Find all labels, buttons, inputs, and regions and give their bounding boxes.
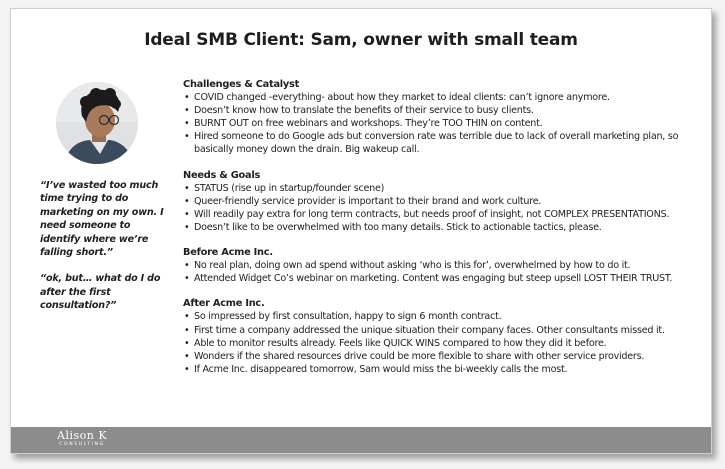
list-item: • COVID changed -everything- about how they market to ideal clients: can’t ignore anymore. [183,91,703,104]
brand-logo [57,430,107,448]
section-heading: Challenges & Catalyst [183,79,300,90]
list-item: • Will readily pay extra for long term contracts, but needs proof of insight, not COMPLEX PRESENTATIONS. [183,208,703,221]
list-item: • First time a company addressed the unique situation their company faces. Other consultants missed it. [183,324,703,337]
avatar [56,82,138,164]
list-item: • Queer-friendly service provider is important to their brand and work culture. [183,195,703,208]
list-item: • So impressed by first consultation, happy to sign 6 month contract. [183,310,703,323]
list-item: • Wonders if the shared resources drive could be more flexible to share with other service providers. [183,350,703,363]
list-item: • Attended Widget Co’s webinar on marketing. Content was engaging but steep upsell LOST THEIR TRUST. [183,272,703,285]
list-item: • If Acme Inc. disappeared tomorrow, Sam would miss the bi-weekly calls the most. [183,363,703,376]
list-item: • Hired someone to do Google ads but conversion rate was terrible due to lack of overall marketing plan, so basically money down the drain. Big wakeup call. [183,130,703,156]
quotes [40,179,170,326]
person-photo-icon [56,82,138,164]
quote-1: “I’ve wasted too much time trying to do marketing on my own. I need someone to identify where we’re falling short.” [40,180,164,259]
logo-name: Alison K [57,429,108,442]
section-before [183,246,703,285]
footer-bar [11,427,711,453]
section-needs [183,169,703,234]
list-item: • No real plan, doing own ad spend without asking ‘who is this for’, overwhelmed by how to do it. [183,259,703,272]
section-challenges [183,78,703,157]
section-heading: Before Acme Inc. [183,247,273,259]
quote-2: “ok, but… what do I do after the first consultation?” [40,273,161,312]
persona-details [183,78,703,388]
section-heading: Needs & Goals [183,169,261,181]
persona-card [10,8,712,454]
list-item: • STATUS (rise up in startup/founder scene) [183,182,703,195]
section-after [183,297,703,376]
section-heading: After Acme Inc. [183,298,265,310]
list-item: • Doesn’t know how to translate the benefits of their service to busy clients. [183,104,703,117]
page-title: Ideal SMB Client: Sam, owner with small team [144,30,578,50]
list-item: • Doesn’t like to be overwhelmed with too many details. Stick to actionable tactics, please. [183,221,703,234]
list-item: • BURNT OUT on free webinars and workshops. They’re TOO THIN on content. [183,117,703,130]
list-item: • Able to monitor results already. Feels like QUICK WINS compared to how they did it before. [183,337,703,350]
logo-subtitle: CONSULTING [59,442,105,447]
